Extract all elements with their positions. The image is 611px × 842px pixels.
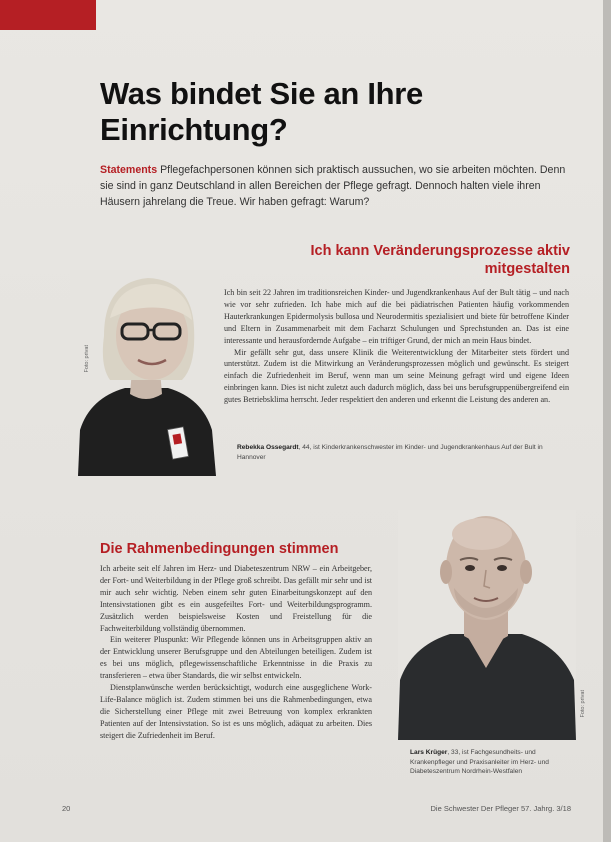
- article-headline: Was bindet Sie an Ihre Einrichtung?: [100, 76, 423, 147]
- journal-footer: Die Schwester Der Pfleger 57. Jahrg. 3/18: [430, 804, 571, 813]
- statement1-heading: Ich kann Veränderungsprozesse aktiv mitgestalten: [310, 243, 570, 277]
- statement2-body: [100, 563, 372, 742]
- intro-keyword: Statements: [100, 164, 158, 176]
- caption-name: Rebekka Ossegardt: [237, 444, 299, 451]
- caption-description: , 44, ist Kinderkrankenschwester im Kinder- und Jugendkrankenhaus Auf der Bult in Hannover: [237, 444, 543, 461]
- caption-name: Lars Krüger: [410, 749, 448, 756]
- section-color-tab: [0, 0, 96, 30]
- statement2-paragraph: Ich arbeite seit elf Jahren im Herz- und Diabeteszentrum NRW – ein Arbeitgeber, der Fort- und Weiterbildung in der Pflege groß schreibt. Das gefällt mir sehr und ist mir auch sehr wichtig. Neben einem sehr guten Einarbeitungskonzept auf den Intensivstationen gibt es ein ausgefeiltes Fort- und Weiterbildungsprogramm. Zusätzlich werden beispielsweise Kosten und Freistellung für die Fachweiterbildung vollständig übernommen.: [100, 564, 372, 633]
- page-edge-shadow: [603, 0, 611, 842]
- page-number: 20: [62, 804, 71, 813]
- statement1-paragraph: Ich bin seit 22 Jahren im traditionsreichen Kinder- und Jugendkrankenhaus Auf der Bult tätig – und nach wie vor sehr zufrieden. Ich habe mich auf die bei pädiatrischen Patienten häufig vorkommenden Hauterkrankungen Epidermolysis bullosa und Neurodermitis spezialisiert und biete für betroffene Kinder und Eltern in Zusammenarbeit mit dem Facharzt Schulungen und Sprechstunden an. Das ist eine interessante und herausfordernde Aufgabe – ein triftiger Grund, der mich an mein Haus bindet.: [224, 288, 569, 345]
- statement1-body: [224, 287, 569, 406]
- statement1-paragraph: Mir gefällt sehr gut, dass unsere Klinik die Weiterentwicklung der Mitarbeiter stets fördert und unterstützt. Zudem ist die Mitwirkung an Veränderungsprozessen möglich und gewünscht. Es steigert einfach die Zufriedenheit im Beruf, wenn man um seine Meinung gefragt wird und eigene Ideen einbringen kann. Dies ist nicht zuletzt auch dadurch möglich, dass bei uns berufsgruppenübergreifend ein gutes Betriebsklima herrscht. Jeder respektiert den anderen und erkennt die Leistung des anderen an.: [224, 347, 569, 405]
- photo-credit-2: Foto: privat: [580, 690, 586, 718]
- statement1-caption: [237, 443, 557, 462]
- portrait-photo-rebekka: [70, 270, 220, 476]
- caption-description: , 33, ist Fachgesundheits- und Krankenpfleger und Praxisanleiter im Herz- und Diabeteszentrum Nordrhein-Westfalen: [410, 749, 549, 776]
- statement2-caption: [410, 748, 575, 777]
- portrait-photo-lars: [398, 510, 576, 740]
- statement2-paragraph: Dienstplanwünsche werden berücksichtigt, wodurch eine ausgeglichene Work-Life-Balance möglich ist. Zudem stimmen bei uns die Rahmenbedingungen, etwa die Sicherstellung einer Pflege mit zwei Betreuung von komplex erkrankten Patienten auf der Intensivstation. So ist es uns möglich, adäquat zu arbeiten. Dies steigert die Zufriedenheit im Beruf.: [100, 683, 372, 740]
- photo-credit-1: Foto: privat: [84, 345, 90, 373]
- statement2-heading: Die Rahmenbedingungen stimmen: [100, 541, 339, 557]
- article-intro: [100, 162, 580, 210]
- statement2-paragraph: Ein weiterer Pluspunkt: Wir Pflegende können uns in Arbeitsgruppen aktiv an der Entwicklung unserer Berufsgruppe und den Abteilungen beteiligen. Zudem ist es bei uns möglich, pflegewissenschaftliche Erkenntnisse in die Praxis zu transferieren – etwa über Standards, die wir selbst entwickeln.: [100, 635, 372, 681]
- intro-text: Pflegefachpersonen können sich praktisch aussuchen, wo sie arbeiten möchten. Denn sie sind in ganz Deutschland in allen Bereichen der Pflege gefragt. Dennoch halten viele ihren Häusern jahrelang die Treue. Wir haben gefragt: Warum?: [100, 164, 566, 208]
